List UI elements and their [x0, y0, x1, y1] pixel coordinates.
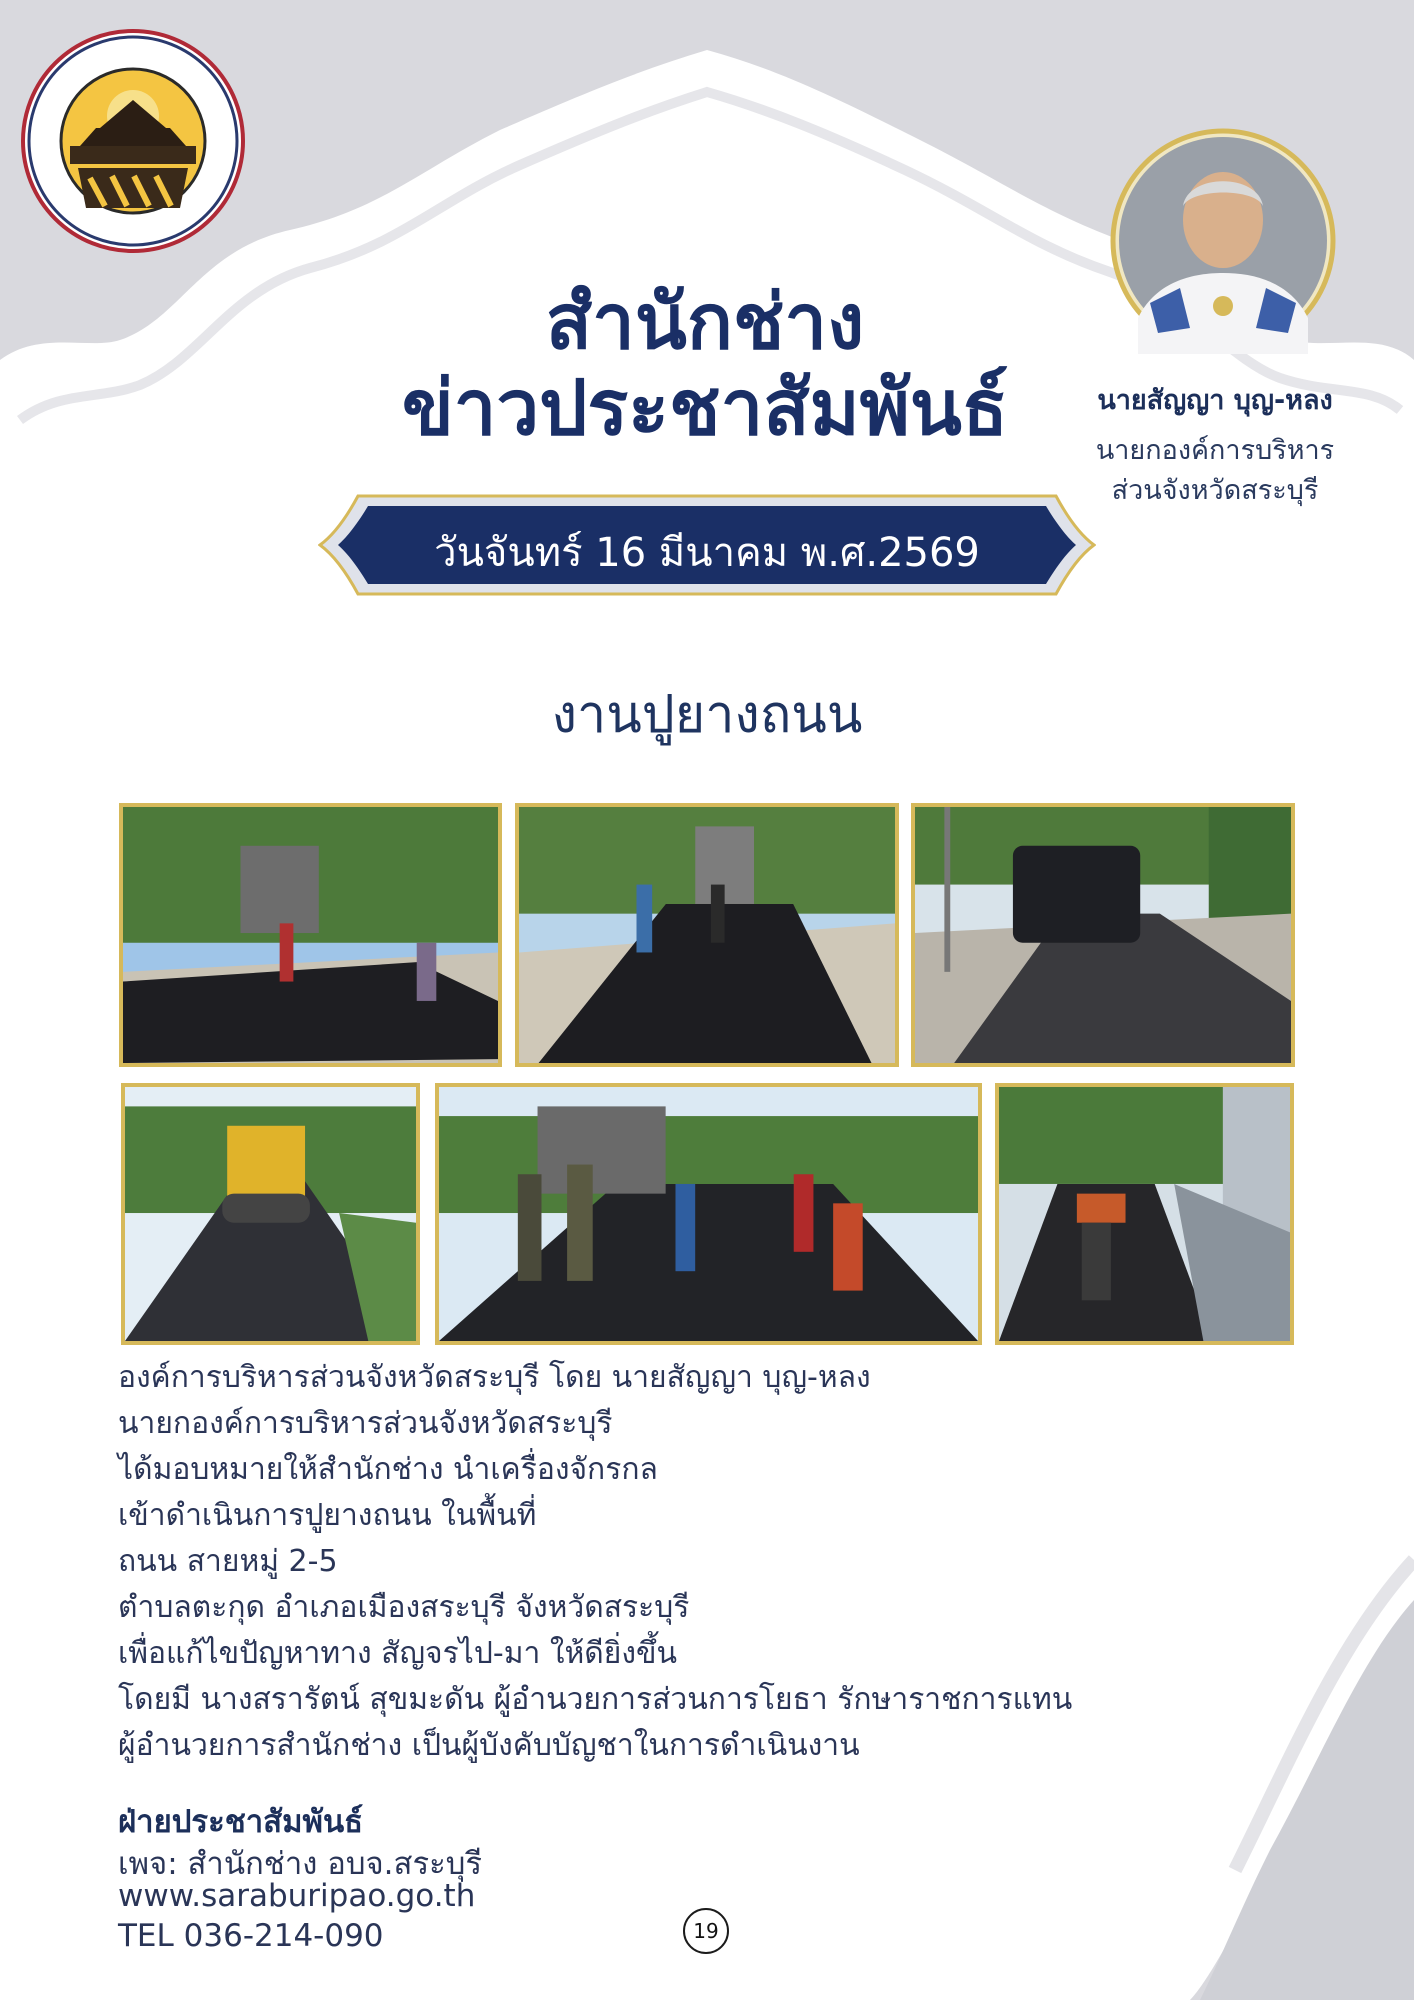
- official-name: นายสัญญา บุญ-หลง: [1097, 385, 1333, 416]
- body-line-5: ถนน สายหมู่ 2-5: [118, 1544, 338, 1579]
- photo-paving-1: [119, 803, 502, 1067]
- section-heading: งานปูยางถนน: [551, 685, 863, 745]
- contact-phone: TEL 036-214-090: [118, 1918, 384, 1954]
- date-text: วันจันทร์ 16 มีนาคม พ.ศ.2569: [434, 530, 980, 576]
- contact-title: ฝ่ายประชาสัมพันธ์: [118, 1804, 364, 1840]
- body-line-8: โดยมี นางสรารัตน์ สุขมะดัน ผู้อำนวยการส่วนการโยธา รักษาราชการแทน: [118, 1682, 1073, 1717]
- body-line-2: นายกองค์การบริหารส่วนจังหวัดสระบุรี: [118, 1406, 613, 1441]
- official-portrait: [1110, 128, 1336, 354]
- body-line-1: องค์การบริหารส่วนจังหวัดสระบุรี โดย นายสัญญา บุญ-หลง: [118, 1360, 871, 1395]
- page-title-line2: ข่าวประชาสัมพันธ์: [401, 363, 1009, 452]
- contact-website[interactable]: www.saraburipao.go.th: [118, 1878, 476, 1914]
- page-title-line1: สำนักช่าง: [545, 277, 865, 366]
- photo-raking: [995, 1083, 1294, 1345]
- page-number: 19: [683, 1908, 729, 1954]
- body-line-9: ผู้อำนวยการสำนักช่าง เป็นผู้บังคับบัญชาในการดำเนินงาน: [118, 1728, 860, 1763]
- body-line-6: ตำบลตะกุด อำเภอเมืองสระบุรี จังหวัดสระบุรี: [118, 1590, 690, 1625]
- body-line-3: ได้มอบหมายให้สำนักช่าง นำเครื่องจักรกล: [118, 1452, 658, 1487]
- official-position-line2: ส่วนจังหวัดสระบุรี: [1111, 475, 1319, 506]
- logo-emblem: [20, 28, 246, 254]
- photo-paving-crew: [435, 1083, 982, 1345]
- photo-paving-3: [911, 803, 1295, 1067]
- body-line-7: เพื่อแก้ไขปัญหาทาง สัญจรไป-มา ให้ดียิ่งขึ้น: [118, 1636, 677, 1671]
- photo-paving-2: [515, 803, 899, 1067]
- contact-page: เพจ: สำนักช่าง อบจ.สระบุรี: [118, 1846, 483, 1882]
- photo-roller: [121, 1083, 420, 1345]
- body-line-4: เข้าดำเนินการปูยางถนน ในพื้นที่: [118, 1498, 537, 1533]
- official-position-line1: นายกองค์การบริหาร: [1095, 435, 1335, 466]
